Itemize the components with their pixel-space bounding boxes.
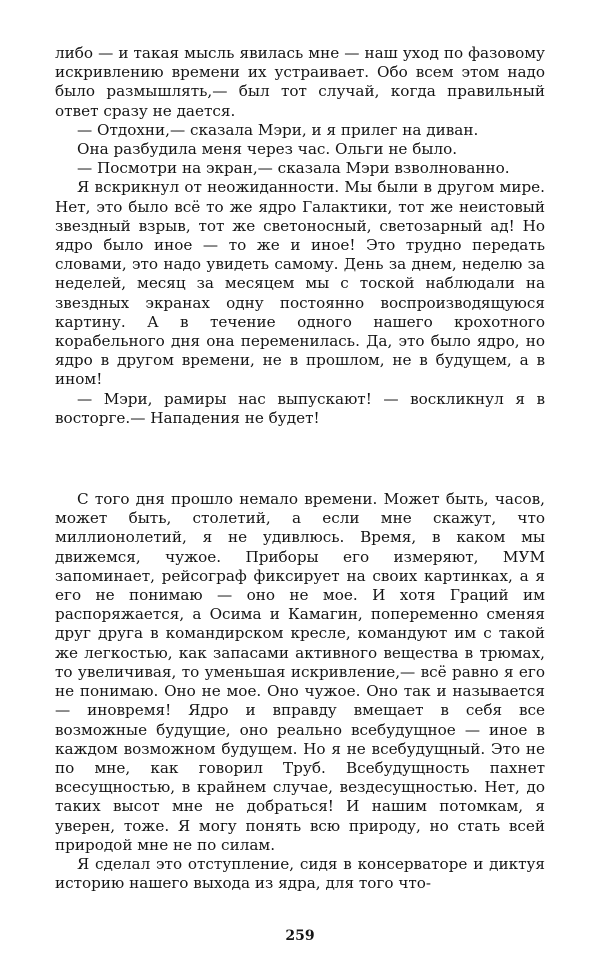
paragraph-continuation: либо — и такая мысль явилась мне — наш уход по фазовому искривлению времени их устраивает. Обо всем этом надо было размышлять,— был тот случай, когда правильный ответ сразу не дается. xyxy=(55,44,545,120)
page-number: 259 xyxy=(285,928,315,944)
paragraph: С того дня прошло немало времени. Может быть, часов, может быть, столетий, а если мне скажут, что миллионолетий, я не удивлюсь. Время, в каком мы движемся, чужое. Приборы его измеряют, МУМ запоминает, рейсограф фиксирует на своих картинках, а я его не понимаю — оно не мое. И хотя Граций им распоряжается, а Осима и Камагин, попеременно сменяя друг друга в командирском кресле, командуют им с такой же легкостью, как запасами активного вещества в трюмах, то увеличивая, то уменьшая искривление,— всё равно я его не понимаю. Оно не мое. Оно чужое. Оно так и называется — иновремя! Ядро и вправду вмещает в себя все возможные будущие, оно реально всебудущное — иное в каждом возможном будущем. Но я не всебудущный. Это не по мне, как говорил Труб. Всебудущность пахнет всесущностью, в крайнем случае, вездесущностью. Нет, до таких высот мне не добраться! И нашим потомкам, я уверен, тоже. Я могу понять всю природу, но стать всей природой мне не по силам. xyxy=(55,490,545,854)
paragraph: Я вскрикнул от неожиданности. Мы были в другом мире. Нет, это было всё то же ядро Галактики, тот же неистовый звездный взрыв, тот же светоносный, светозарный ад! Но ядро было иное — то же и иное! Это трудно передать словами, это надо увидеть самому. День за днем, неделю за неделей, месяц за месяцем мы с тоской наблюдали на звездных экранах одну постоянно воспроизводящуюся картину. А в течение одного нашего крохотного корабельного дня она переменилась. Да, это было ядро, но ядро в другом времени, не в прошлом, не в будущем, а в ином! xyxy=(55,178,545,389)
section-break xyxy=(55,428,545,490)
paragraph: Она разбудила меня через час. Ольги не было. xyxy=(77,140,458,159)
paragraph: Я сделал это отступление, сидя в консерваторе и диктуя историю нашего выхода из ядра, для того что- xyxy=(55,854,545,893)
dialogue-line: — Мэри, рамиры нас выпускают! — воскликнул я в восторге.— Нападения не будет! xyxy=(55,389,545,427)
dialogue-line: — Посмотри на экран,— сказала Мэри взволнованно. xyxy=(77,159,510,178)
dialogue-line: — Отдохни,— сказала Мэри, и я прилег на диван. xyxy=(77,120,479,139)
book-page xyxy=(55,44,545,893)
